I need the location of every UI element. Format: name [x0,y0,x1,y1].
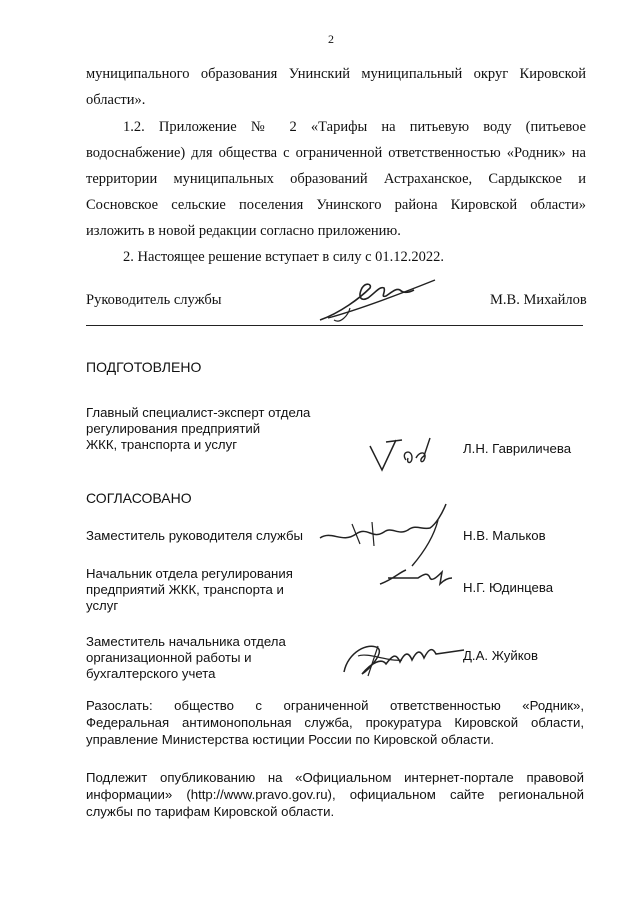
prepared-position-line-3: ЖКК, транспорта и услуг [86,437,238,452]
agreed-person-3-position-line-1: Заместитель начальника отдела [86,634,286,649]
distribution-line-3: управление Министерства юстиции России по Кировской области. [86,732,494,747]
page-number: 2 [328,32,334,46]
item-1-2-line-1: 1.2. Приложение № 2 «Тарифы на питьевую воду (питьевое [123,119,586,135]
prepared-position-line-2: регулирования предприятий [86,421,261,436]
agreed-person-3-name: Д.А. Жуйков [463,648,538,663]
agreed-heading: СОГЛАСОВАНО [86,490,192,506]
agreed-person-1-position: Заместитель руководителя службы [86,528,304,543]
agreed-person-3-position-line-2: организационной работы и [86,650,252,665]
agreed-person-2-position-line-2: предприятий ЖКК, транспорта и [86,582,284,597]
publication-line-2: информации» (http://www.pravo.gov.ru), официальном сайте региональной [86,787,584,802]
item-1-2-line-3: территории муниципальных образований Астраханское, Сардыкское и [86,171,586,187]
agreed-person-1-signature [312,500,462,570]
head-signature [310,268,440,328]
item-2: 2. Настоящее решение вступает в силу с 01.12.2022. [123,249,445,265]
head-title: Руководитель службы [86,292,222,308]
agreed-person-2-position-line-1: Начальник отдела регулирования [86,566,293,581]
publication-line-3: службы по тарифам Кировской области. [86,804,335,819]
item-1-2-line-5: изложить в новой редакции согласно приложению. [86,223,401,239]
distribution-line-1: Разослать: общество с ограниченной ответственностью «Родник», [86,698,584,713]
item-1-2-line-2: водоснабжение) для общества с ограниченной ответственностью «Родник» на [86,145,586,161]
intro-line-1: муниципального образования Унинский муниципальный округ Кировской [86,66,586,82]
agreed-person-3-position-line-3: бухгалтерского учета [86,666,216,681]
prepared-name: Л.Н. Гавриличева [463,441,572,456]
prepared-signature [368,434,438,474]
head-name: М.В. Михайлов [490,292,587,308]
intro-line-2: области». [86,92,146,108]
agreed-person-2-position-line-3: услуг [86,598,119,613]
item-1-2-line-4: Сосновское сельские поселения Унинского района Кировской области» [86,197,586,213]
prepared-position-line-1: Главный специалист-эксперт отдела [86,405,311,420]
prepared-heading: ПОДГОТОВЛЕНО [86,359,202,375]
agreed-person-2-name: Н.Г. Юдинцева [463,580,554,595]
agreed-person-3-signature [338,632,468,682]
separator-line [86,325,583,326]
agreed-person-1-name: Н.В. Мальков [463,528,546,543]
publication-line-1: Подлежит опубликованию на «Официальном интернет-портале правовой [86,770,584,785]
agreed-person-2-signature [378,566,454,590]
distribution-line-2: Федеральная антимонопольная служба, прокуратура Кировской области, [86,715,584,730]
